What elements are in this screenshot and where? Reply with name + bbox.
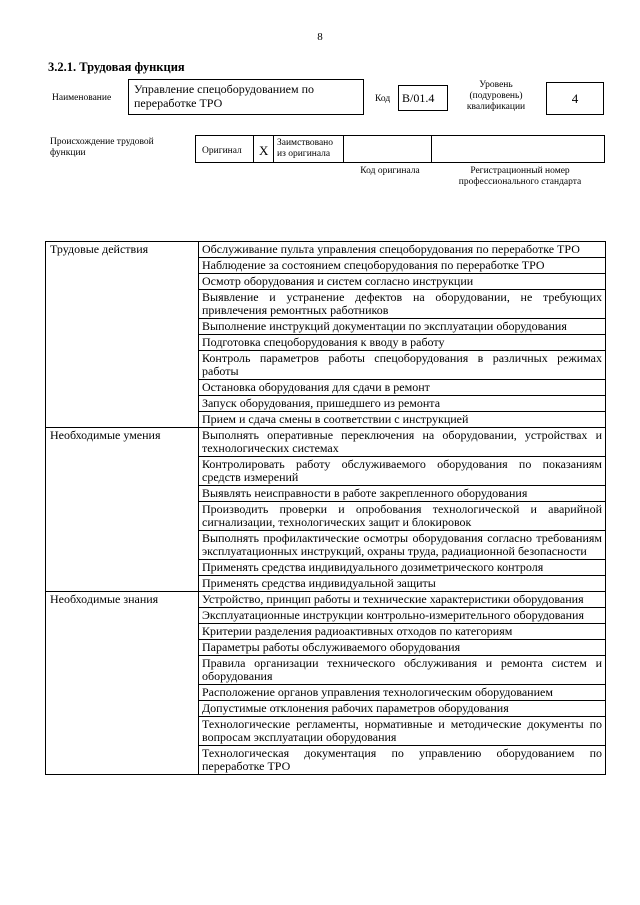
item-cell: Расположение органов управления технологическим оборудованием xyxy=(199,685,606,701)
item-cell: Выполнять оперативные переключения на оборудовании, устройствах и технологических системах xyxy=(199,428,606,457)
origin-row xyxy=(195,135,605,163)
item-cell: Выявление и устранение дефектов на оборудовании, не требующих привлечения ремонтных работников xyxy=(199,290,606,319)
item-cell: Устройство, принцип работы и технические характеристики оборудования xyxy=(199,592,606,608)
category-cell: Необходимые знания xyxy=(46,592,199,775)
item-cell: Подготовка спецоборудования к вводу в работу xyxy=(199,335,606,351)
category-cell: Трудовые действия xyxy=(46,242,199,428)
item-cell: Технологическая документация по управлению оборудованием по переработке ТРО xyxy=(199,746,606,775)
item-cell: Контролировать работу обслуживаемого оборудования по показаниям средств измерений xyxy=(199,457,606,486)
table-row xyxy=(46,428,606,457)
original-label: Оригинал xyxy=(196,136,254,162)
borrowed-label: Заимствовано из оригинала xyxy=(274,136,344,162)
section-title: 3.2.1. Трудовая функция xyxy=(48,60,185,74)
item-cell: Обслуживание пульта управления спецоборудования по переработке ТРО xyxy=(199,242,606,258)
item-cell: Выявлять неисправности в работе закрепленного оборудования xyxy=(199,486,606,502)
name-label: Наименование xyxy=(52,93,112,103)
original-code-cell xyxy=(344,136,432,162)
item-cell: Параметры работы обслуживаемого оборудования xyxy=(199,640,606,656)
item-cell: Технологические регламенты, нормативные и методические документы по вопросам эксплуатации оборудования xyxy=(199,717,606,746)
reg-number-caption: Регистрационный номер профессионального стандарта xyxy=(458,166,582,187)
name-value: Управление спецоборудованием по переработке ТРО xyxy=(128,79,364,115)
original-mark: X xyxy=(254,136,274,162)
item-cell: Осмотр оборудования и систем согласно инструкции xyxy=(199,274,606,290)
page-number: 8 xyxy=(317,31,323,43)
item-cell: Наблюдение за состоянием спецоборудования по переработке ТРО xyxy=(199,258,606,274)
item-cell: Остановка оборудования для сдачи в ремонт xyxy=(199,380,606,396)
item-cell: Выполнять профилактические осмотры оборудования согласно требованиям эксплуатационных инструкций, охраны труда, радиационной безопасности xyxy=(199,531,606,560)
item-cell: Прием и сдача смены в соответствии с инструкцией xyxy=(199,412,606,428)
table-row xyxy=(46,242,606,258)
item-cell: Выполнение инструкций документации по эксплуатации оборудования xyxy=(199,319,606,335)
code-label: Код xyxy=(375,94,391,104)
item-cell: Допустимые отклонения рабочих параметров оборудования xyxy=(199,701,606,717)
item-cell: Контроль параметров работы спецоборудования в различных режимах работы xyxy=(199,351,606,380)
reg-number-cell xyxy=(432,136,604,162)
item-cell: Запуск оборудования, пришедшего из ремонта xyxy=(199,396,606,412)
level-value: 4 xyxy=(546,82,604,115)
category-cell: Необходимые умения xyxy=(46,428,199,592)
item-cell: Правила организации технического обслуживания и ремонта систем и оборудования xyxy=(199,656,606,685)
level-label: Уровень (подуровень) квалификации xyxy=(466,80,526,112)
origin-label: Происхождение трудовой функции xyxy=(50,137,154,158)
function-table xyxy=(45,241,606,775)
item-cell: Критерии разделения радиоактивных отходов по категориям xyxy=(199,624,606,640)
code-original-caption: Код оригинала xyxy=(360,166,420,176)
item-cell: Эксплуатационные инструкции контрольно-измерительного оборудования xyxy=(199,608,606,624)
table-row xyxy=(46,592,606,608)
code-value: B/01.4 xyxy=(398,85,448,111)
item-cell: Применять средства индивидуального дозиметрического контроля xyxy=(199,560,606,576)
item-cell: Производить проверки и опробования технологической и аварийной сигнализации, технологических защит и блокировок xyxy=(199,502,606,531)
item-cell: Применять средства индивидуальной защиты xyxy=(199,576,606,592)
